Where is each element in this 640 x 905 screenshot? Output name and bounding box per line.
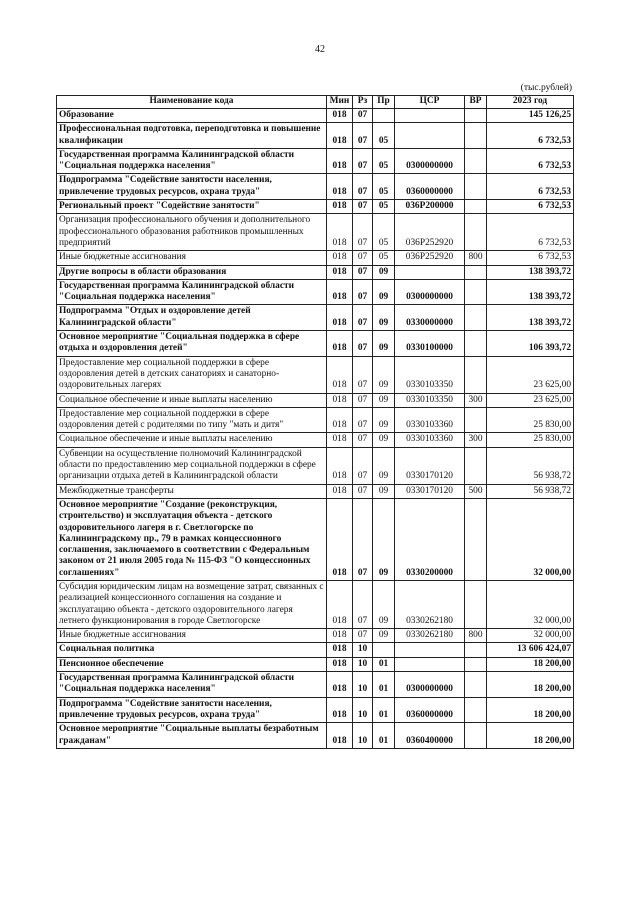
cell-sum: 25 830,00: [487, 433, 574, 447]
cell-pr: 09: [373, 498, 395, 580]
cell-vr: [465, 109, 487, 123]
cell-csr: 0360000000: [395, 697, 465, 723]
cell-sum: 32 000,00: [487, 629, 574, 643]
cell-csr: 0360000000: [395, 174, 465, 200]
cell-rz: 07: [353, 305, 373, 331]
cell-csr: [395, 657, 465, 671]
cell-vr: [465, 643, 487, 657]
table-row: [57, 697, 574, 723]
cell-vr: [465, 498, 487, 580]
table-row: [57, 629, 574, 643]
cell-rz: 07: [353, 265, 373, 279]
header-csr: ЦСР: [395, 96, 465, 109]
cell-min: 018: [327, 279, 353, 305]
cell-min: 018: [327, 331, 353, 357]
table-row: [57, 265, 574, 279]
cell-rz: 07: [353, 251, 373, 265]
cell-min: 018: [327, 643, 353, 657]
cell-pr: 09: [373, 356, 395, 393]
cell-vr: [465, 657, 487, 671]
table-row: [57, 200, 574, 214]
cell-csr: 036P200000: [395, 200, 465, 214]
cell-rz: 07: [353, 629, 373, 643]
cell-vr: [465, 407, 487, 433]
table-row: [57, 433, 574, 447]
cell-csr: 0300000000: [395, 672, 465, 698]
cell-pr: 01: [373, 672, 395, 698]
cell-sum: 6 732,53: [487, 251, 574, 265]
cell-vr: 800: [465, 251, 487, 265]
cell-sum: 25 830,00: [487, 407, 574, 433]
cell-rz: 07: [353, 393, 373, 407]
cell-name: Основное мероприятие "Создание (реконструкция, строительство) и эксплуатация объекта - детского оздоровительного лагеря в г. Светлогорске по Калининградскому пр., 79 в рамках концессионного соглашения, заключаемого в соответствии с Федеральным законом от 21 июля 2005 года № 115-ФЗ "О концессионных соглашениях": [57, 498, 327, 580]
cell-sum: 23 625,00: [487, 356, 574, 393]
table-row: [57, 723, 574, 749]
cell-rz: 07: [353, 356, 373, 393]
cell-vr: [465, 580, 487, 628]
cell-vr: [465, 723, 487, 749]
cell-pr: 09: [373, 580, 395, 628]
cell-pr: 09: [373, 305, 395, 331]
cell-vr: [465, 331, 487, 357]
cell-pr: 09: [373, 393, 395, 407]
cell-sum: 138 393,72: [487, 265, 574, 279]
cell-rz: 07: [353, 498, 373, 580]
header-rz: Рз: [353, 96, 373, 109]
cell-csr: 0330170120: [395, 484, 465, 498]
cell-sum: 6 732,53: [487, 174, 574, 200]
cell-min: 018: [327, 672, 353, 698]
table-row: [57, 279, 574, 305]
cell-csr: [395, 643, 465, 657]
cell-sum: 13 606 424,07: [487, 643, 574, 657]
cell-vr: [465, 697, 487, 723]
header-name: Наименование кода: [57, 96, 327, 109]
cell-name: Межбюджетные трансферты: [57, 484, 327, 498]
cell-vr: [465, 214, 487, 251]
cell-sum: 106 393,72: [487, 331, 574, 357]
page-number: 42: [315, 44, 325, 55]
cell-csr: 0360400000: [395, 723, 465, 749]
cell-pr: 01: [373, 657, 395, 671]
cell-rz: 07: [353, 148, 373, 174]
cell-pr: 09: [373, 407, 395, 433]
cell-vr: [465, 200, 487, 214]
cell-csr: 0330262180: [395, 580, 465, 628]
budget-table: [56, 95, 574, 749]
table-row: [57, 356, 574, 393]
cell-sum: 56 938,72: [487, 484, 574, 498]
cell-csr: 036P252920: [395, 214, 465, 251]
cell-min: 018: [327, 200, 353, 214]
cell-min: 018: [327, 123, 353, 149]
cell-vr: [465, 174, 487, 200]
cell-csr: 0330000000: [395, 305, 465, 331]
cell-csr: 0330200000: [395, 498, 465, 580]
cell-pr: 05: [373, 214, 395, 251]
cell-rz: 07: [353, 279, 373, 305]
cell-rz: 07: [353, 214, 373, 251]
cell-vr: 500: [465, 484, 487, 498]
cell-rz: 07: [353, 580, 373, 628]
cell-name: Субсидия юридическим лицам на возмещение затрат, связанных с реализацией концессионного соглашения на создание и эксплуатацию объекта - детского оздоровительного лагеря летнего функционирования в городе Светлогорске: [57, 580, 327, 628]
cell-pr: [373, 109, 395, 123]
cell-vr: 800: [465, 629, 487, 643]
table-row: [57, 672, 574, 698]
cell-min: 018: [327, 174, 353, 200]
cell-name: Основное мероприятие "Социальная поддержка в сфере отдыха и оздоровления детей": [57, 331, 327, 357]
cell-csr: 0300000000: [395, 279, 465, 305]
cell-vr: [465, 305, 487, 331]
cell-pr: 01: [373, 723, 395, 749]
cell-name: Пенсионное обеспечение: [57, 657, 327, 671]
cell-name: Региональный проект "Содействие занятости": [57, 200, 327, 214]
cell-rz: 07: [353, 447, 373, 484]
table-row: [57, 643, 574, 657]
cell-name: Субвенции на осуществление полномочий Калининградской области по предоставлению мер социальной поддержки в сфере организации отдыха детей в Калининградской области: [57, 447, 327, 484]
cell-pr: 01: [373, 697, 395, 723]
cell-pr: 09: [373, 433, 395, 447]
cell-rz: 10: [353, 672, 373, 698]
cell-name: Государственная программа Калининградской области "Социальная поддержка населения": [57, 148, 327, 174]
cell-vr: 300: [465, 393, 487, 407]
table-row: [57, 657, 574, 671]
cell-rz: 10: [353, 723, 373, 749]
cell-csr: [395, 109, 465, 123]
header-min: Мин: [327, 96, 353, 109]
table-row: [57, 498, 574, 580]
cell-sum: 23 625,00: [487, 393, 574, 407]
table-row: [57, 447, 574, 484]
table-row: [57, 123, 574, 149]
cell-rz: 07: [353, 484, 373, 498]
cell-rz: 07: [353, 123, 373, 149]
cell-pr: 05: [373, 251, 395, 265]
table-row: [57, 484, 574, 498]
cell-vr: [465, 148, 487, 174]
cell-csr: 036P252920: [395, 251, 465, 265]
cell-min: 018: [327, 148, 353, 174]
cell-min: 018: [327, 433, 353, 447]
cell-min: 018: [327, 447, 353, 484]
cell-sum: 6 732,53: [487, 214, 574, 251]
cell-name: Подпрограмма "Содействие занятости населения, привлечение трудовых ресурсов, охрана труда": [57, 174, 327, 200]
cell-name: Социальное обеспечение и иные выплаты населению: [57, 393, 327, 407]
cell-sum: 32 000,00: [487, 580, 574, 628]
cell-vr: 300: [465, 433, 487, 447]
cell-vr: [465, 279, 487, 305]
cell-sum: 56 938,72: [487, 447, 574, 484]
cell-name: Предоставление мер социальной поддержки в сфере оздоровления детей с родителями по типу "мать и дитя": [57, 407, 327, 433]
cell-name: Социальная политика: [57, 643, 327, 657]
cell-name: Предоставление мер социальной поддержки в сфере оздоровления детей в детских санаториях и санаторно-оздоровительных лагерях: [57, 356, 327, 393]
cell-min: 018: [327, 109, 353, 123]
table-row: [57, 148, 574, 174]
cell-rz: 07: [353, 331, 373, 357]
cell-vr: [465, 265, 487, 279]
table-row: [57, 174, 574, 200]
cell-rz: 07: [353, 200, 373, 214]
cell-min: 018: [327, 580, 353, 628]
cell-rz: 10: [353, 697, 373, 723]
cell-min: 018: [327, 265, 353, 279]
table-row: [57, 305, 574, 331]
cell-pr: 05: [373, 148, 395, 174]
cell-name: Организация профессионального обучения и дополнительного профессионального образования работников промышленных предприятий: [57, 214, 327, 251]
cell-vr: [465, 356, 487, 393]
cell-min: 018: [327, 251, 353, 265]
header-vr: ВР: [465, 96, 487, 109]
table-header-row: [57, 96, 574, 109]
cell-pr: [373, 643, 395, 657]
cell-sum: 138 393,72: [487, 305, 574, 331]
cell-csr: 0330103360: [395, 407, 465, 433]
cell-csr: [395, 123, 465, 149]
header-year: 2023 год: [487, 96, 574, 109]
table-row: [57, 331, 574, 357]
cell-csr: 0330103360: [395, 433, 465, 447]
cell-rz: 07: [353, 109, 373, 123]
cell-rz: 07: [353, 433, 373, 447]
cell-name: Основное мероприятие "Социальные выплаты безработным гражданам": [57, 723, 327, 749]
cell-rz: 07: [353, 174, 373, 200]
table-row: [57, 109, 574, 123]
cell-name: Государственная программа Калининградской области "Социальная поддержка населения": [57, 279, 327, 305]
cell-min: 018: [327, 214, 353, 251]
cell-name: Иные бюджетные ассигнования: [57, 629, 327, 643]
cell-sum: 6 732,53: [487, 148, 574, 174]
cell-csr: 0330170120: [395, 447, 465, 484]
cell-pr: 09: [373, 279, 395, 305]
table-body: [57, 109, 574, 749]
cell-name: Другие вопросы в области образования: [57, 265, 327, 279]
cell-min: 018: [327, 498, 353, 580]
cell-min: 018: [327, 484, 353, 498]
cell-sum: 18 200,00: [487, 657, 574, 671]
cell-pr: 09: [373, 265, 395, 279]
cell-name: Подпрограмма "Отдых и оздоровление детей Калининградской области": [57, 305, 327, 331]
units-label: (тыс.рублей): [520, 83, 572, 93]
cell-csr: 0300000000: [395, 148, 465, 174]
table-row: [57, 393, 574, 407]
cell-name: Социальное обеспечение и иные выплаты населению: [57, 433, 327, 447]
cell-rz: 07: [353, 407, 373, 433]
cell-pr: 09: [373, 447, 395, 484]
cell-min: 018: [327, 305, 353, 331]
cell-name: Образование: [57, 109, 327, 123]
cell-sum: 145 126,25: [487, 109, 574, 123]
cell-pr: 09: [373, 629, 395, 643]
cell-vr: [465, 672, 487, 698]
cell-name: Государственная программа Калининградской области "Социальная поддержка населения": [57, 672, 327, 698]
table-row: [57, 251, 574, 265]
cell-vr: [465, 447, 487, 484]
cell-name: Иные бюджетные ассигнования: [57, 251, 327, 265]
cell-pr: 09: [373, 331, 395, 357]
cell-pr: 09: [373, 484, 395, 498]
cell-min: 018: [327, 723, 353, 749]
cell-vr: [465, 123, 487, 149]
cell-name: Подпрограмма "Содействие занятости населения, привлечение трудовых ресурсов, охрана труда": [57, 697, 327, 723]
cell-csr: [395, 265, 465, 279]
cell-rz: 10: [353, 657, 373, 671]
header-pr: Пр: [373, 96, 395, 109]
table-row: [57, 580, 574, 628]
cell-csr: 0330103350: [395, 393, 465, 407]
cell-min: 018: [327, 356, 353, 393]
cell-csr: 0330100000: [395, 331, 465, 357]
cell-sum: 138 393,72: [487, 279, 574, 305]
cell-sum: 6 732,53: [487, 200, 574, 214]
cell-sum: 6 732,53: [487, 123, 574, 149]
cell-min: 018: [327, 407, 353, 433]
cell-pr: 05: [373, 200, 395, 214]
cell-csr: 0330262180: [395, 629, 465, 643]
cell-csr: 0330103350: [395, 356, 465, 393]
cell-rz: 10: [353, 643, 373, 657]
cell-sum: 18 200,00: [487, 723, 574, 749]
cell-min: 018: [327, 657, 353, 671]
cell-min: 018: [327, 697, 353, 723]
cell-sum: 18 200,00: [487, 697, 574, 723]
cell-name: Профессиональная подготовка, переподготовка и повышение квалификации: [57, 123, 327, 149]
cell-pr: 05: [373, 174, 395, 200]
cell-min: 018: [327, 629, 353, 643]
cell-sum: 32 000,00: [487, 498, 574, 580]
cell-pr: 05: [373, 123, 395, 149]
table-row: [57, 214, 574, 251]
cell-sum: 18 200,00: [487, 672, 574, 698]
table-row: [57, 407, 574, 433]
cell-min: 018: [327, 393, 353, 407]
